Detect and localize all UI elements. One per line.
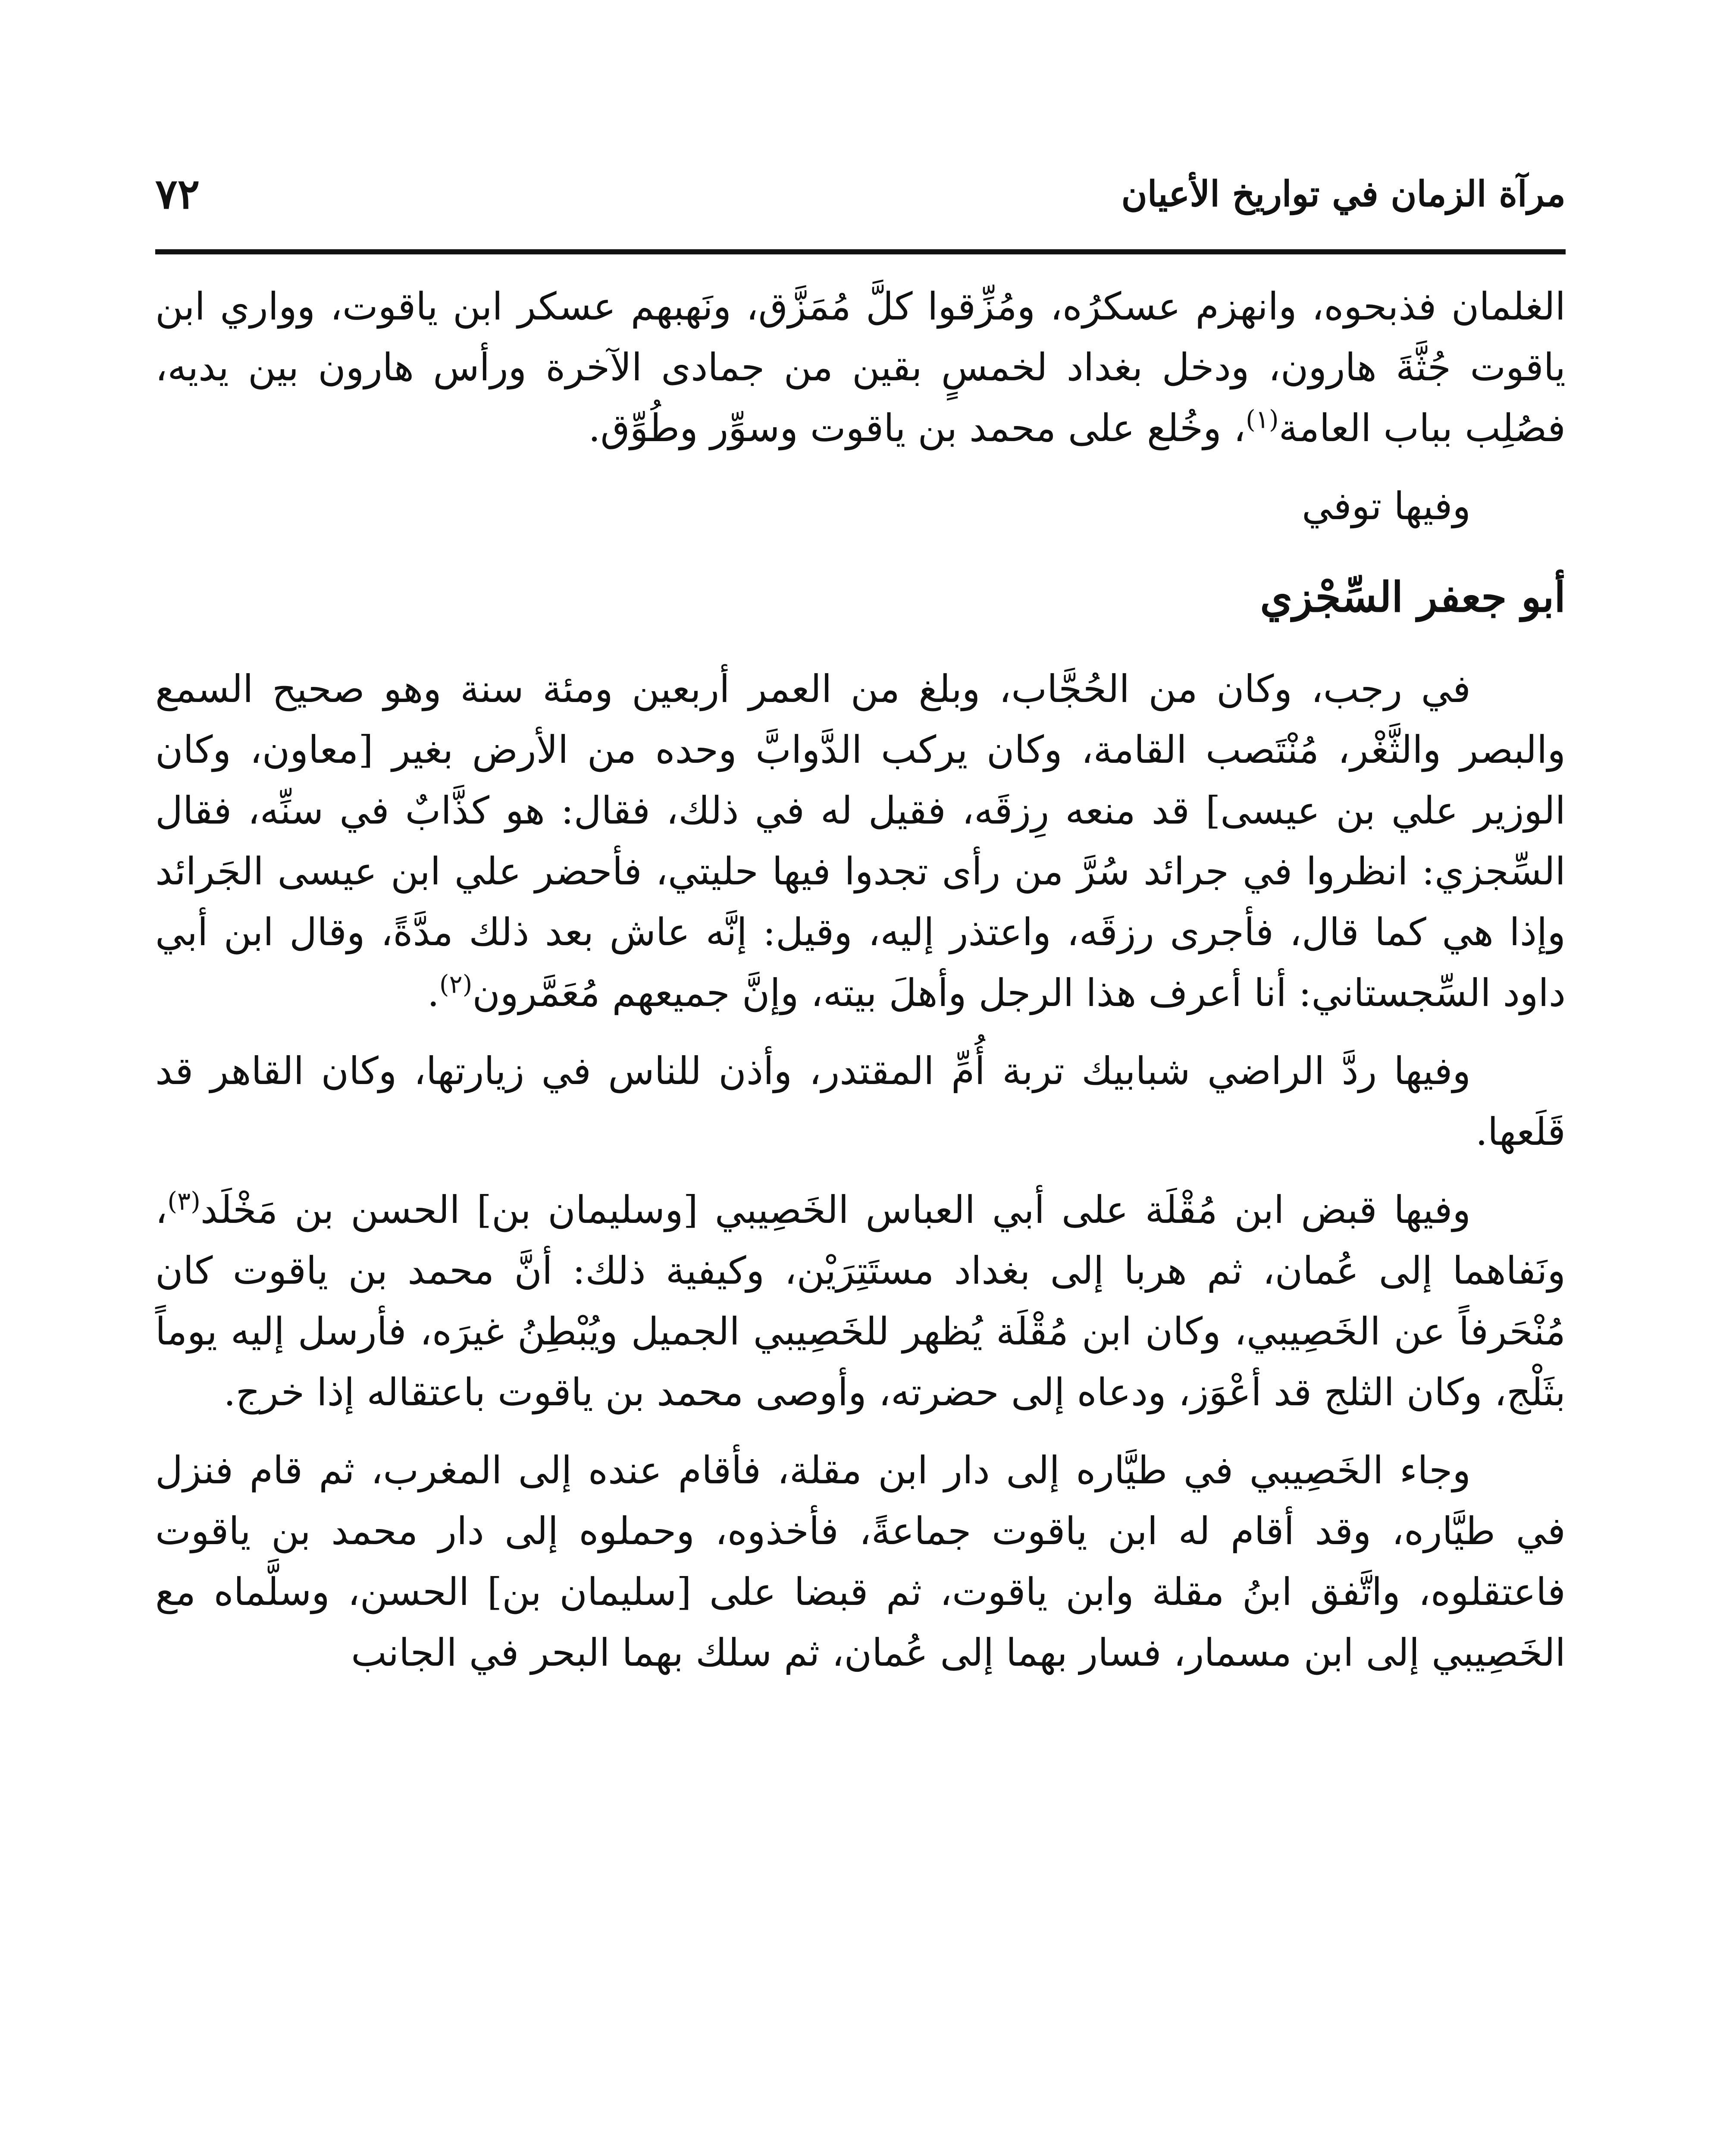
paragraph-2: وفيها توفي: [1302, 484, 1471, 528]
header-rule: [155, 249, 1566, 254]
section-title: أبو جعفر السِّجْزي: [1260, 573, 1566, 621]
paragraph-4: وفيها ردَّ الراضي شبابيك تربة أُمِّ المقتدر، وأذن للناس في زيارتها، وكان القاهر قد قَلَعها.: [155, 1049, 1566, 1154]
paragraph-5-end: ، ونَفاهما إلى عُمان، ثم هربا إلى بغداد مستَتِرَيْن، وكيفية ذلك: أنَّ محمد بن ياقوت كان مُنْحَرفاً عن الخَصِيبي، وكان ابن مُقْلَة يُظهر للخَصِيبي الجميل ويُبْطِنُ غيرَه، فأرسل إليه يوماً بثَلْج، وكان الثلج قد أعْوَز، ودعاه إلى حضرته، وأوصى محمد بن ياقوت باعتقاله إذا خرج.: [155, 1188, 1566, 1414]
running-title: مرآة الزمان في تواريخ الأعيان: [1121, 173, 1566, 215]
paragraph-1-end: ، وخُلع على محمد بن ياقوت وسوِّر وطُوِّق.: [588, 406, 1246, 450]
paragraph-1: [155, 276, 1566, 458]
footnote-ref-3: (٣): [167, 1186, 200, 1216]
paragraph-1-text: الغلمان فذبحوه، وانهزم عسكرُه، ومُزِّقوا كلَّ مُمَزَّق، ونَهبهم عسكر ابن ياقوت، وواري ابن ياقوت جُثَّةَ هارون، ودخل بغداد لخمسٍ بقين من جمادى الآخرة ورأس هارون بين يديه، فصُلِب بباب العامة: [155, 284, 1566, 450]
paragraph-5: [155, 1179, 1566, 1423]
page-header: [155, 170, 1566, 218]
paragraph-5-text: وفيها قبض ابن مُقْلَة على أبي العباس الخَصِيبي [وسليمان بن] الحسن بن مَخْلَد: [200, 1188, 1471, 1232]
footnote-ref-1: (١): [1246, 404, 1279, 434]
paragraph-3-end: .: [427, 971, 439, 1015]
paragraph-3: [155, 658, 1566, 1023]
main-text: [155, 276, 1566, 1683]
paragraph-3-text: في رجب، وكان من الحُجَّاب، وبلغ من العمر أربعين ومئة سنة وهو صحيح السمع والبصر والثَّغْر، مُنْتَصب القامة، وكان يركب الدَّوابَّ وحده من الأرض بغير [معاون، وكان الوزير علي بن عيسى] قد منعه رِزقَه، فقيل له في ذلك، فقال: هو كذَّابٌ في سنِّه، فقال السِّجزي: انظروا في جرائد سُرَّ من رأى تجدوا فيها حليتي، فأحضر علي ابن عيسى الجَرائد وإذا هي كما قال، فأجرى رزقَه، واعتذر إليه، وقيل: إنَّه عاش بعد ذلك مدَّةً، وقال ابن أبي داود السِّجستاني: أنا أعرف هذا الرجل وأهلَ بيته، وإنَّ جميعهم مُعَمَّرون: [155, 667, 1566, 1015]
page-number: ٧٢: [155, 169, 200, 218]
footnote-ref-2: (٢): [439, 969, 473, 999]
paragraph-6: وجاء الخَصِيبي في طيَّاره إلى دار ابن مقلة، فأقام عنده إلى المغرب، ثم قام فنزل في طيَّاره، وقد أقام له ابن ياقوت جماعةً، فأخذوه، وحملوه إلى دار محمد بن ياقوت فاعتقلوه، واتَّفق ابنُ مقلة وابن ياقوت، ثم قبضا على [سليمان بن] الحسن، وسلَّماه مع الخَصِيبي إلى ابن مسمار، فسار بهما إلى عُمان، ثم سلك بهما البحر في الجانب: [155, 1448, 1566, 1675]
